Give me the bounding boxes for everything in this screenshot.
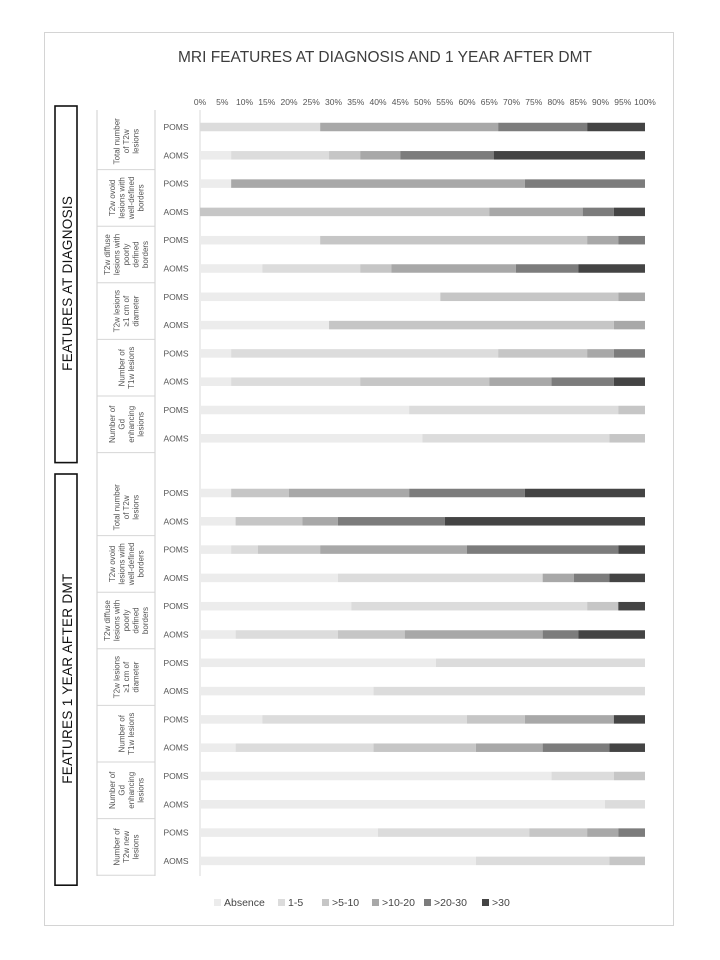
feature-label: [113, 656, 141, 698]
feature-label-line: Number of: [117, 349, 127, 387]
bar-segment-6: [609, 743, 645, 752]
bar-segment-4: [525, 715, 614, 724]
group-label: POMS: [163, 601, 189, 612]
bar-segment-2: [262, 715, 467, 724]
bar-segment-4: [320, 545, 467, 554]
bar-segment-2: [231, 151, 329, 160]
feature-label-line: Number of: [107, 405, 117, 443]
bar-segment-4: [360, 151, 400, 160]
x-tick-label: 45%: [391, 97, 409, 107]
group-label: POMS: [163, 122, 189, 132]
bar-segment-6: [525, 489, 645, 498]
feature-label: [117, 713, 136, 755]
bar-segment-1: [200, 715, 262, 724]
x-tick-label: 20%: [280, 97, 298, 107]
group-label: POMS: [163, 405, 189, 415]
bar-segment-6: [445, 517, 645, 526]
feature-label: [103, 600, 150, 642]
feature-label-line: borders: [136, 184, 146, 212]
bar-segment-1: [200, 179, 231, 188]
group-label: POMS: [163, 544, 189, 555]
legend-label: >10-20: [382, 897, 415, 909]
bar-segment-5: [516, 264, 578, 273]
bar-segment-2: [231, 349, 498, 358]
bar-segment-4: [587, 236, 618, 245]
bar-segment-2: [409, 406, 618, 415]
bar-segment-6: [587, 123, 645, 132]
x-tick-label: 5%: [216, 97, 229, 107]
bar-segment-2: [200, 123, 320, 132]
bar-segment-3: [360, 264, 391, 273]
bar-segment-1: [200, 545, 231, 554]
feature-label-line: well-defined: [126, 542, 136, 586]
bar-segment-1: [200, 828, 378, 837]
x-tick-label: 35%: [347, 97, 365, 107]
legend-swatch: [482, 899, 489, 906]
feature-label-line: poorly: [122, 243, 131, 266]
bar-segment-6: [494, 151, 645, 160]
bar-segment-6: [618, 545, 645, 554]
bar-segment-5: [583, 208, 614, 217]
feature-label-line: poorly: [122, 609, 131, 632]
group-label: POMS: [163, 488, 189, 498]
group-label: POMS: [163, 714, 189, 725]
feature-label-line: diameter: [131, 295, 141, 327]
bar-segment-2: [231, 545, 258, 554]
bar-segment-1: [200, 264, 262, 273]
bar-segment-1: [200, 687, 374, 696]
bar-segment-1: [200, 574, 338, 583]
bar-segment-1: [200, 377, 231, 386]
bar-segment-6: [614, 208, 645, 217]
bar-segment-1: [200, 349, 231, 358]
bar-segment-2: [374, 687, 645, 696]
bar-segment-6: [614, 715, 645, 724]
bar-segment-3: [236, 517, 303, 526]
feature-label: [108, 177, 146, 221]
bar-segment-2: [231, 377, 360, 386]
feature-label-line: enhancing: [126, 405, 136, 443]
feature-label: [113, 290, 141, 332]
bar-segment-4: [618, 293, 645, 302]
bar-segment-3: [529, 828, 587, 837]
feature-label-line: borders: [141, 606, 150, 635]
feature-label-line: diameter: [131, 661, 141, 693]
bar-segment-1: [200, 659, 436, 668]
x-tick-label: 30%: [324, 97, 343, 107]
bar-segment-3: [231, 489, 289, 498]
bar-segment-3: [587, 602, 618, 611]
bar-segment-5: [618, 236, 645, 245]
feature-label-line: T2w lesions: [112, 289, 122, 333]
feature-label-line: lesions: [131, 834, 141, 860]
bar-segment-5: [543, 743, 610, 752]
bar-segment-3: [467, 715, 525, 724]
legend-swatch: [424, 899, 431, 906]
feature-label-line: lesions: [136, 411, 146, 437]
bar-segment-3: [338, 630, 405, 639]
group-label: AOMS: [163, 855, 189, 866]
group-label: POMS: [163, 178, 189, 189]
feature-label-line: T2w ovoid: [107, 545, 117, 583]
bar-segment-4: [543, 574, 574, 583]
feature-label-line: T2w diffuse: [103, 234, 112, 275]
group-label: AOMS: [163, 320, 189, 331]
bar-segment-2: [436, 659, 645, 668]
feature-label-line: T1w lesions: [126, 346, 136, 389]
feature-label-line: borders: [136, 550, 146, 578]
bar-segment-6: [618, 602, 645, 611]
bar-segment-2: [552, 772, 614, 781]
x-tick-label: 50%: [413, 97, 432, 107]
bar-segment-3: [329, 321, 614, 330]
bar-segment-1: [200, 151, 231, 160]
legend-label: 1-5: [288, 897, 304, 909]
group-label: POMS: [163, 348, 189, 359]
group-label: AOMS: [163, 376, 189, 387]
feature-label-line: T2w lesions: [112, 655, 122, 699]
group-label: AOMS: [163, 572, 189, 583]
bar-segment-4: [489, 208, 582, 217]
x-tick-label: 65%: [480, 97, 498, 107]
feature-label: [103, 234, 150, 276]
bar-segment-1: [200, 602, 351, 611]
legend-swatch: [278, 899, 285, 906]
bar-segment-1: [200, 321, 329, 330]
bar-segment-3: [320, 236, 587, 245]
group-label: POMS: [163, 771, 189, 781]
x-tick-label: 90%: [591, 97, 610, 107]
section-label: FEATURES AT DIAGNOSIS: [60, 195, 75, 371]
feature-label-line: lesions: [131, 128, 141, 154]
feature-label-line: lesions with: [112, 233, 122, 276]
feature-label-line: Gd: [117, 784, 127, 796]
group-label: AOMS: [163, 686, 189, 697]
bar-segment-5: [525, 179, 645, 188]
group-label: AOMS: [163, 799, 189, 810]
bar-segment-3: [200, 208, 489, 217]
x-tick-label: 100%: [634, 97, 656, 107]
bar-segment-5: [543, 630, 579, 639]
group-label: POMS: [163, 235, 189, 246]
bar-segment-2: [476, 857, 610, 866]
bar-segment-4: [231, 179, 525, 188]
bar-segment-2: [236, 630, 338, 639]
bar-segment-5: [618, 828, 645, 837]
bar-segment-4: [587, 349, 614, 358]
feature-label-line: enhancing: [126, 771, 136, 809]
bar-segment-6: [609, 574, 645, 583]
legend-swatch: [214, 899, 221, 906]
group-label: AOMS: [163, 629, 189, 640]
group-label: AOMS: [163, 263, 189, 274]
bar-segment-4: [587, 828, 618, 837]
bar-segment-6: [578, 264, 645, 273]
feature-label-line: of T2w: [122, 129, 131, 154]
feature-label-line: Total number: [112, 118, 122, 165]
bar-segment-5: [400, 151, 493, 160]
group-label: AOMS: [163, 742, 189, 753]
bar-segment-5: [574, 574, 610, 583]
bar-segment-1: [200, 236, 320, 245]
bar-segment-1: [200, 800, 605, 809]
bar-segment-1: [200, 517, 236, 526]
feature-label-line: ≥1 cm of: [122, 295, 131, 327]
bar-segment-3: [440, 293, 618, 302]
feature-label-line: lesions with: [117, 543, 127, 585]
feature-label-line: lesions with: [112, 599, 122, 642]
x-tick-label: 60%: [458, 97, 476, 107]
x-tick-label: 10%: [235, 97, 254, 107]
bar-segment-4: [289, 489, 409, 498]
feature-label-line: Total number: [112, 484, 122, 531]
legend-swatch: [372, 899, 379, 906]
x-tick-label: 80%: [547, 97, 565, 107]
bar-segment-5: [614, 349, 645, 358]
x-tick-label: 0%: [193, 97, 207, 107]
feature-label: [108, 543, 146, 587]
bar-segment-3: [609, 434, 645, 443]
feature-label-line: lesions: [136, 777, 146, 803]
group-label: AOMS: [163, 433, 189, 444]
feature-label-line: lesions with: [117, 177, 127, 219]
bar-segment-3: [329, 151, 360, 160]
bar-segment-2: [423, 434, 610, 443]
x-tick-label: 55%: [436, 97, 454, 107]
section-label: FEATURES 1 YEAR AFTER DMT: [60, 573, 75, 784]
feature-label-line: borders: [141, 240, 150, 269]
feature-label-line: T2w new: [122, 830, 131, 863]
feature-label-line: Number of: [112, 828, 122, 866]
feature-label-line: of T2w: [122, 495, 131, 520]
bar-segment-5: [498, 123, 587, 132]
feature-label-line: defined: [131, 607, 141, 634]
bar-segment-4: [302, 517, 338, 526]
bar-segment-4: [320, 123, 498, 132]
group-label: POMS: [163, 657, 189, 668]
bar-segment-4: [489, 377, 551, 386]
legend-label: >20-30: [434, 897, 467, 909]
feature-label-line: defined: [131, 241, 141, 268]
feature-label-line: T2w ovoid: [107, 179, 117, 217]
feature-label-line: ≥1 cm of: [122, 661, 131, 693]
feature-label-line: T2w diffuse: [103, 600, 112, 641]
group-label: POMS: [163, 291, 189, 302]
x-tick-label: 95%: [614, 97, 632, 107]
bar-segment-6: [578, 630, 645, 639]
feature-label: [117, 347, 136, 389]
bar-segment-4: [391, 264, 516, 273]
bar-segment-1: [200, 743, 236, 752]
feature-label: [108, 405, 146, 443]
legend-swatch: [322, 899, 329, 906]
feature-label: [113, 827, 141, 865]
bar-segment-4: [614, 321, 645, 330]
feature-label-line: lesions: [131, 494, 141, 520]
legend-label: >30: [492, 897, 510, 909]
group-label: AOMS: [163, 516, 189, 527]
bar-segment-5: [552, 377, 614, 386]
feature-label-line: Number of: [107, 771, 117, 809]
group-label: POMS: [163, 827, 189, 838]
x-tick-label: 40%: [369, 97, 387, 107]
group-label: AOMS: [163, 150, 189, 161]
x-tick-label: 85%: [569, 97, 587, 107]
x-tick-label: 70%: [502, 97, 521, 107]
bar-segment-3: [498, 349, 587, 358]
feature-label-line: Number of: [117, 715, 127, 753]
bar-segment-3: [258, 545, 320, 554]
bar-segment-1: [200, 857, 476, 866]
bar-segment-2: [605, 800, 645, 809]
bar-segment-1: [200, 772, 552, 781]
x-tick-label: 15%: [258, 97, 276, 107]
bar-segment-4: [405, 630, 543, 639]
feature-label: [113, 118, 141, 165]
bar-segment-1: [200, 406, 409, 415]
bar-segment-3: [609, 857, 645, 866]
chart-title: MRI FEATURES AT DIAGNOSIS AND 1 YEAR AFTER DMT: [178, 49, 592, 66]
bar-segment-3: [614, 772, 645, 781]
bar-segment-4: [476, 743, 543, 752]
bar-segment-1: [200, 293, 440, 302]
bar-segment-2: [351, 602, 587, 611]
bar-segment-1: [200, 489, 231, 498]
bar-segment-1: [200, 434, 423, 443]
legend-label: Absence: [224, 897, 265, 909]
bar-segment-3: [618, 406, 645, 415]
bar-segment-2: [236, 743, 374, 752]
legend-label: >5-10: [332, 897, 360, 909]
bar-segment-3: [374, 743, 476, 752]
bar-segment-2: [378, 828, 529, 837]
group-label: AOMS: [163, 206, 189, 217]
feature-label-line: T1w lesions: [126, 712, 136, 755]
x-tick-label: 25%: [302, 97, 320, 107]
bar-segment-5: [409, 489, 525, 498]
bar-segment-2: [338, 574, 543, 583]
bar-segment-5: [338, 517, 445, 526]
feature-label: [108, 771, 146, 809]
feature-label-line: Gd: [117, 418, 127, 430]
x-tick-label: 75%: [525, 97, 543, 107]
feature-label-line: well-defined: [126, 176, 136, 220]
bar-segment-6: [614, 377, 645, 386]
bar-segment-3: [360, 377, 489, 386]
bar-segment-5: [467, 545, 618, 554]
bar-segment-1: [200, 630, 236, 639]
feature-label: [113, 484, 141, 531]
bar-segment-2: [262, 264, 360, 273]
